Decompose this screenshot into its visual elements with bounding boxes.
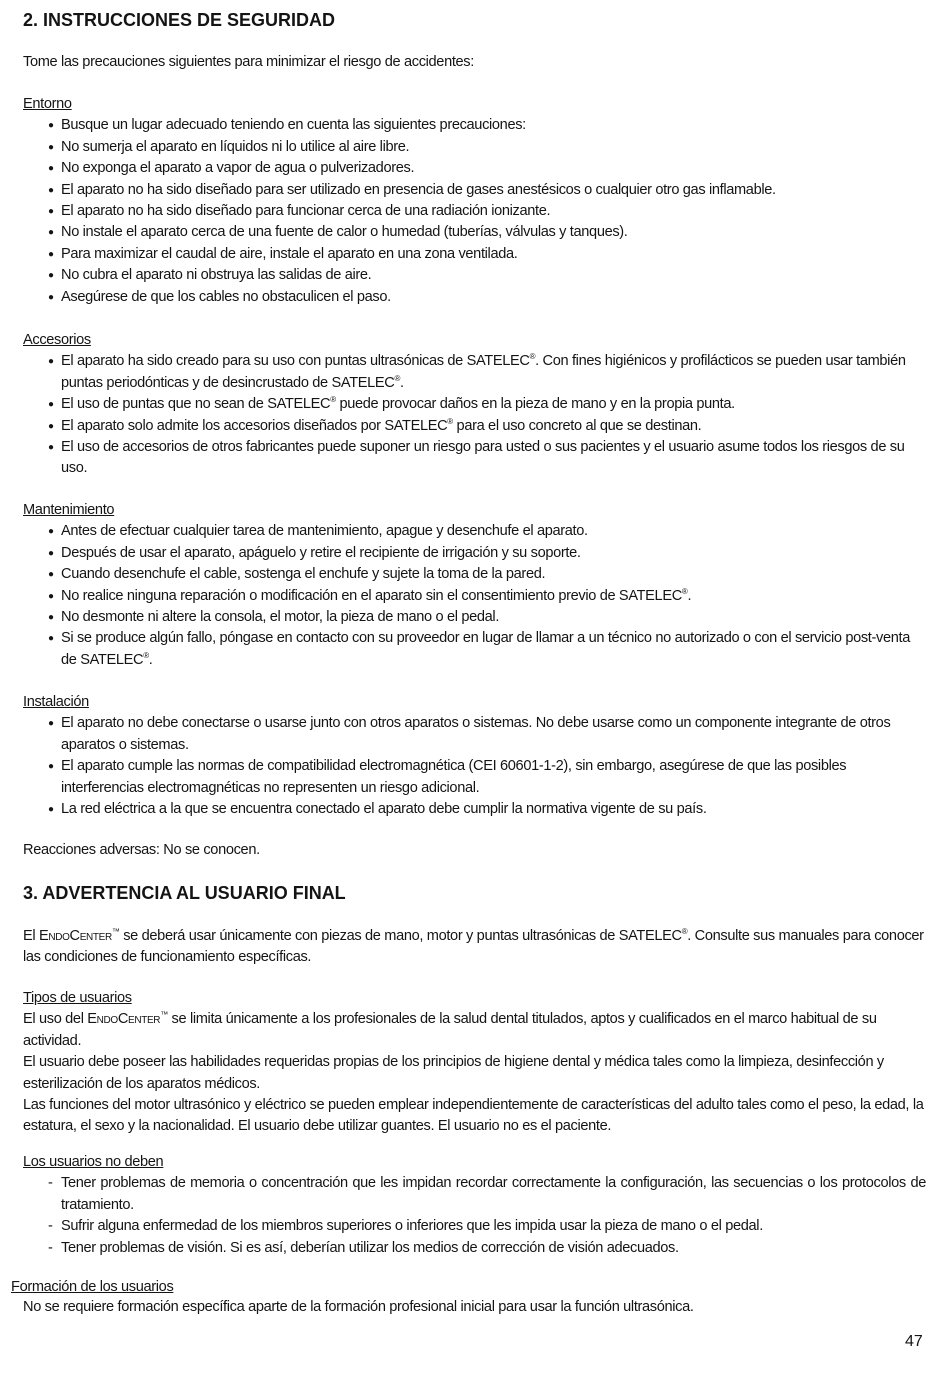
list-item: ● La red eléctrica a la que se encuentra conectado el aparato debe cumplir la normativa vigente de su país.: [23, 799, 926, 820]
list-item: ● El aparato ha sido creado para su uso con puntas ultrasónicas de SATELEC®. Con fines higiénicos y profilácticos se pueden usar también puntas periodónticas y de desincrustado de SATELEC®.: [23, 351, 926, 394]
tipos-paragraph-1: El uso del EndoCenter™ se limita únicamente a los profesionales de la salud dental titulados, aptos y cualificados en el marco habitual de su actividad.: [23, 1010, 877, 1049]
list-item: - Tener problemas de memoria o concentración que les impidan recordar correctamente la configuración, las secuencias o los protocolos de tratamiento.: [23, 1173, 926, 1216]
formacion-text: No se requiere formación específica aparte de la formación profesional inicial para usar la función ultrasónica.: [23, 1299, 694, 1315]
list-item: ● No exponga el aparato a vapor de agua o pulverizadores.: [23, 158, 926, 179]
list-item: - Tener problemas de visión. Si es así, deberían utilizar los medios de corrección de visión adecuados.: [23, 1238, 926, 1259]
list-item: ● El uso de puntas que no sean de SATELEC® puede provocar daños en la pieza de mano y en la propia punta.: [23, 394, 926, 415]
mantenimiento-heading: Mantenimiento: [23, 502, 115, 518]
list-item: ● El aparato no ha sido diseñado para funcionar cerca de una radiación ionizante.: [23, 201, 926, 222]
mantenimiento-list: [23, 521, 926, 671]
list-item: ● El aparato no debe conectarse o usarse junto con otros aparatos o sistemas. No debe usarse como un componente integrante de otros aparatos o sistemas.: [23, 713, 926, 756]
tipos-section: [23, 988, 926, 1138]
list-item: ● No cubra el aparato ni obstruya las salidas de aire.: [23, 265, 926, 286]
accesorios-heading: Accesorios: [23, 332, 91, 348]
mantenimiento-section: [23, 500, 926, 671]
page-number: 47: [905, 1333, 923, 1350]
list-item: ● Cuando desenchufe el cable, sostenga el enchufe y sujete la toma de la pared.: [23, 564, 926, 585]
no-deben-list: [23, 1173, 926, 1259]
entorno-heading: Entorno: [23, 96, 72, 112]
list-item: ● No desmonte ni altere la consola, el motor, la pieza de mano o el pedal.: [23, 607, 926, 628]
list-item: ● El aparato no ha sido diseñado para ser utilizado en presencia de gases anestésicos o cualquier otro gas inflamable.: [23, 180, 926, 201]
section-2-title: 2. INSTRUCCIONES DE SEGURIDAD: [23, 10, 336, 30]
product-name: EndoCenter: [38, 928, 112, 944]
section-3-title: 3. ADVERTENCIA AL USUARIO FINAL: [23, 883, 346, 903]
list-item: ● El aparato solo admite los accesorios diseñados por SATELEC® para el uso concreto al que se destinan.: [23, 416, 926, 437]
adverse-reactions: Reacciones adversas: No se conocen.: [23, 842, 260, 858]
list-item: ● No instale el aparato cerca de una fuente de calor o humedad (tuberías, válvulas y tanques).: [23, 222, 926, 243]
instalacion-section: [23, 692, 926, 820]
entorno-list: [23, 115, 926, 308]
safety-intro: Tome las precauciones siguientes para minimizar el riesgo de accidentes:: [23, 54, 474, 70]
end-user-intro: El EndoCenter™ se deberá usar únicamente con piezas de mano, motor y puntas ultrasónicas de SATELEC®. Consulte sus manuales para conocer las condiciones de funcionamiento específicas.: [23, 927, 924, 966]
instalacion-list: [23, 713, 926, 820]
list-item: ● Para maximizar el caudal de aire, instale el aparato en una zona ventilada.: [23, 244, 926, 265]
list-item: ● Después de usar el aparato, apáguelo y retire el recipiente de irrigación y su soporte.: [23, 543, 926, 564]
accesorios-section: [23, 330, 926, 480]
instalacion-heading: Instalación: [23, 694, 89, 710]
list-item: ● No sumerja el aparato en líquidos ni lo utilice al aire libre.: [23, 137, 926, 158]
tipos-paragraph-3: Las funciones del motor ultrasónico y eléctrico se pueden emplear independientemente de características del adulto tales como el peso, la edad, la estatura, el sexo y la nacionalidad. El usuario debe utilizar guantes. El usuario no es el paciente.: [23, 1097, 924, 1135]
list-item: ● Antes de efectuar cualquier tarea de mantenimiento, apague y desenchufe el aparato.: [23, 521, 926, 542]
no-deben-section: [23, 1152, 926, 1259]
entorno-section: [23, 94, 926, 308]
tipos-paragraph-2: El usuario debe poseer las habilidades requeridas propias de los principios de higiene dental y médica tales como la limpieza, desinfección y esterilización de los aparatos médicos.: [23, 1054, 884, 1092]
list-item: ● Busque un lugar adecuado teniendo en cuenta las siguientes precauciones:: [23, 115, 926, 136]
no-deben-heading: Los usuarios no deben: [23, 1154, 164, 1170]
list-item: - Sufrir alguna enfermedad de los miembros superiores o inferiores que les impida usar la pieza de mano o el pedal.: [23, 1216, 926, 1237]
list-item: ● Asegúrese de que los cables no obstaculicen el paso.: [23, 287, 926, 308]
formacion-heading: Formación de los usuarios: [11, 1279, 174, 1295]
list-item: ● Si se produce algún fallo, póngase en contacto con su proveedor en lugar de llamar a un técnico no autorizado o con el servicio post-venta de SATELEC®.: [23, 628, 926, 671]
accesorios-list: [23, 351, 926, 479]
list-item: ● No realice ninguna reparación o modificación en el aparato sin el consentimiento previo de SATELEC®.: [23, 586, 926, 607]
list-item: ● El aparato cumple las normas de compatibilidad electromagnética (CEI 60601-1-2), sin embargo, asegúrese de que las posibles interferencias electromagnéticas no representen un riesgo adicional.: [23, 756, 926, 799]
tipos-heading: Tipos de usuarios: [23, 990, 132, 1006]
list-item: ● El uso de accesorios de otros fabricantes puede suponer un riesgo para usted o sus pacientes y el usuario asume todos los riesgos de su uso.: [23, 437, 926, 480]
